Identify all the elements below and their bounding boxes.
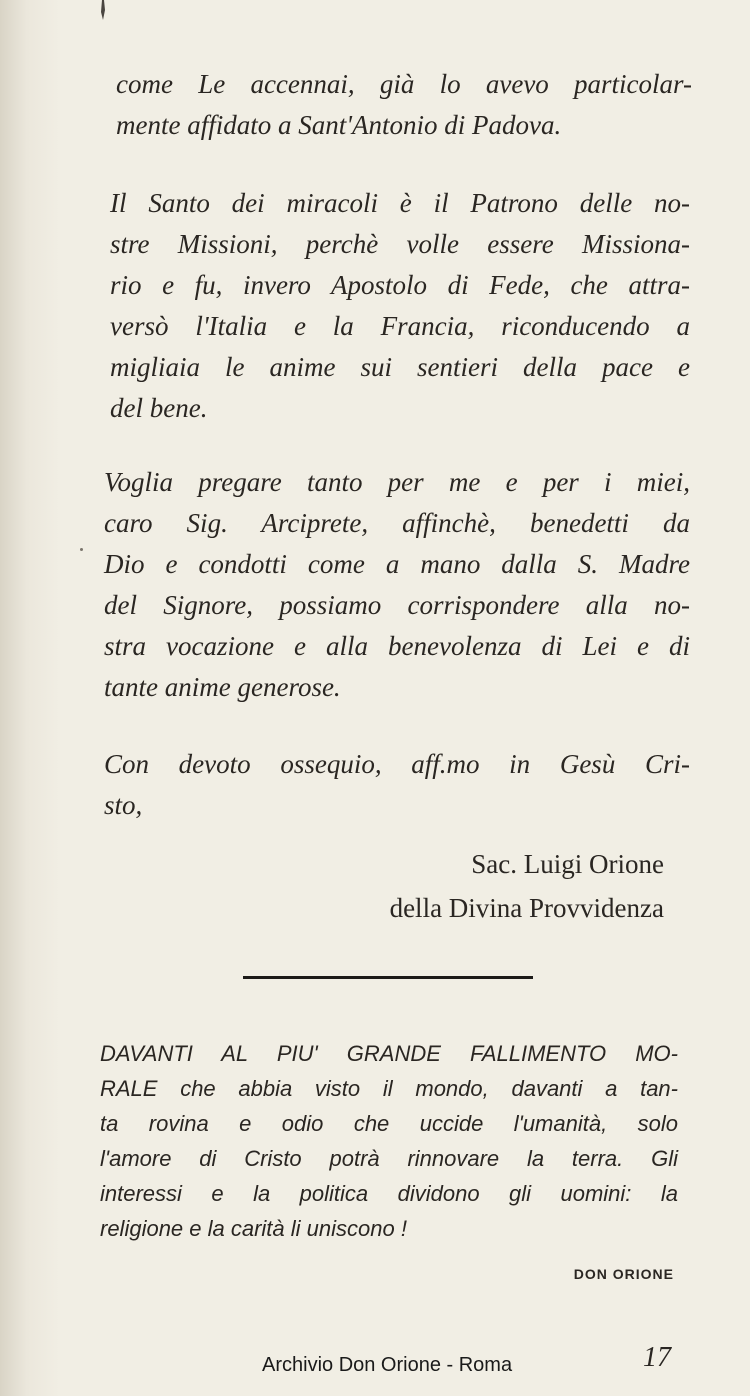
divider-rule: [243, 976, 533, 979]
signature-block: [390, 842, 664, 930]
text-line: del Signore, possiamo corrispondere alla no-: [104, 590, 690, 620]
quote-author: DON ORIONE: [573, 1266, 674, 1282]
quote-line: religione e la carità li uniscono !: [100, 1216, 407, 1241]
text-line: Voglia pregare tanto per me e per i miei,: [104, 467, 690, 497]
speck: [80, 548, 83, 551]
text-line: come Le accennai, già lo avevo particolar-: [116, 69, 692, 99]
text-line: sto,: [104, 790, 143, 820]
page-number: 17: [643, 1342, 671, 1373]
text-line: rio e fu, invero Apostolo di Fede, che attra-: [110, 270, 690, 300]
paragraph-1: [116, 64, 692, 146]
text-line: caro Sig. Arciprete, affinchè, benedetti da: [104, 508, 690, 538]
quote-line: interessi e la politica dividono gli uomini: la: [100, 1181, 678, 1206]
paragraph-3: [104, 462, 690, 708]
text-line: migliaia le anime sui sentieri della pace e: [110, 352, 690, 382]
ink-mark: [100, 0, 106, 22]
text-line: Con devoto ossequio, aff.mo in Gesù Cri-: [104, 749, 690, 779]
quote-line: RALE che abbia visto il mondo, davanti a tan-: [100, 1076, 678, 1101]
text-line: versò l'Italia e la Francia, riconducendo a: [110, 311, 690, 341]
signature-title: della Divina Provvidenza: [389, 893, 664, 923]
quote-block: [100, 1036, 678, 1246]
page-gutter-shadow: [0, 0, 60, 1396]
text-line: mente affidato a Sant'Antonio di Padova.: [116, 110, 562, 140]
quote-line: ta rovina e odio che uccide l'umanità, solo: [100, 1111, 678, 1136]
text-line: del bene.: [110, 393, 208, 423]
text-line: tante anime generose.: [104, 672, 341, 702]
text-line: stra vocazione e alla benevolenza di Lei e di: [104, 631, 690, 661]
signature-name: Sac. Luigi Orione: [471, 849, 664, 879]
closing-paragraph: [104, 744, 690, 826]
quote-line: l'amore di Cristo potrà rinnovare la terra. Gli: [100, 1146, 678, 1171]
paragraph-2: [110, 183, 690, 429]
text-line: Dio e condotti come a mano dalla S. Madre: [104, 549, 690, 579]
text-line: stre Missioni, perchè volle essere Missiona-: [110, 229, 690, 259]
quote-line: DAVANTI AL PIU' GRANDE FALLIMENTO MO-: [100, 1041, 678, 1066]
text-line: Il Santo dei miracoli è il Patrono delle no-: [110, 188, 690, 218]
archive-watermark: Archivio Don Orione - Roma: [262, 1354, 513, 1376]
